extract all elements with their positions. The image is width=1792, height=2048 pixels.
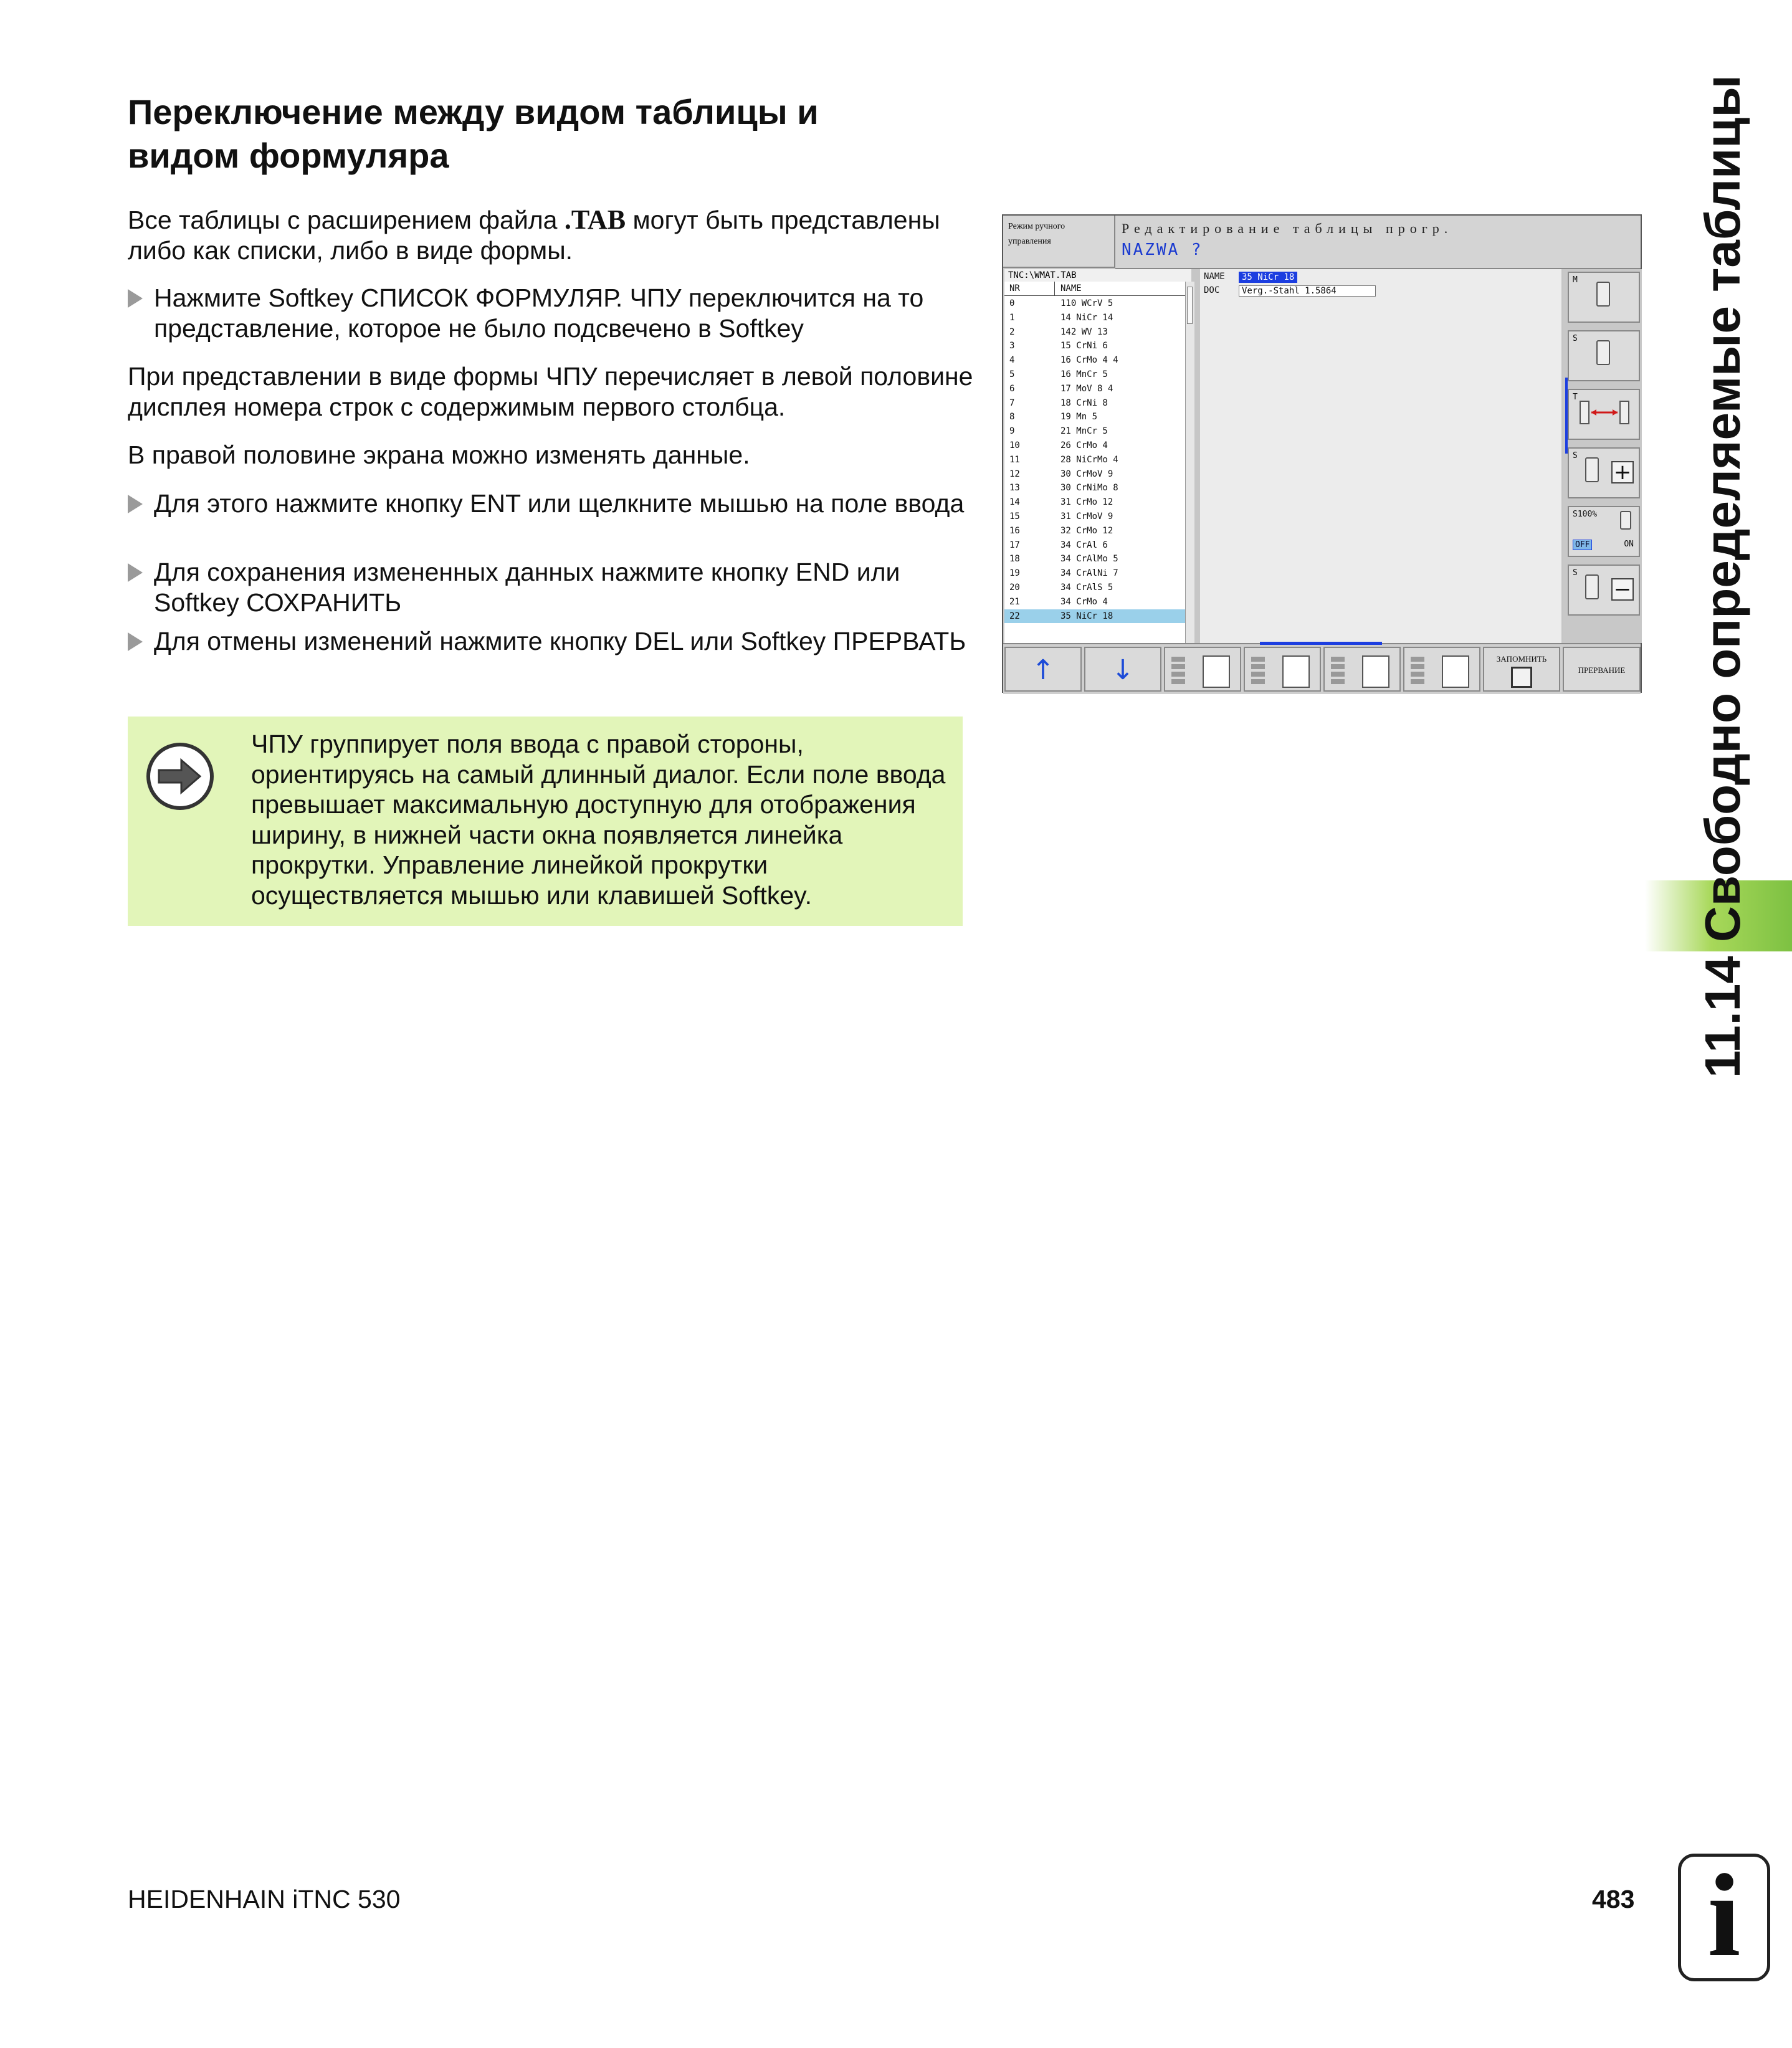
softkey-end[interactable] [1244,647,1321,692]
softkey-letter: M [1573,275,1578,285]
row-number: 5 [1009,369,1015,379]
row-number: 20 [1009,583,1020,593]
table-row[interactable] [1004,325,1185,340]
vertical-softkeys [1563,269,1642,643]
footer-product: HEIDENHAIN iTNC 530 [128,1885,401,1913]
bullet-text: Для этого нажмите кнопку ENT или щелкните мышью на поле ввода [154,489,965,518]
softkey-spindle-plus[interactable] [1568,447,1640,498]
tool-icon [1620,511,1631,530]
row-number: 2 [1009,326,1015,337]
table-row[interactable] [1004,581,1185,595]
arrow-right-icon [146,743,214,810]
page-down-icon [1442,655,1469,688]
row-number: 18 [1009,554,1020,564]
table-row[interactable] [1004,311,1185,325]
row-name: 21 MnCr 5 [1060,426,1108,437]
row-number: 10 [1009,441,1020,450]
softkey-spindle-override[interactable] [1568,506,1640,557]
row-name: 18 CrNi 8 [1060,398,1108,408]
table-row[interactable] [1004,538,1185,553]
active-marker [1565,378,1568,454]
info-icon [1678,1850,1770,1981]
title-line-2: видом формуляра [128,136,449,175]
softkey-letter: S [1573,451,1578,460]
title-line-1: Переключение между видом таблицы и [128,92,819,131]
row-number: 22 [1009,611,1020,621]
softkey-begin[interactable] [1164,647,1241,692]
bullet-ent-key [128,488,988,519]
table-row[interactable] [1004,495,1185,510]
row-name: 17 MoV 8 4 [1060,383,1113,394]
column-separator [1054,282,1055,295]
table-row[interactable] [1004,339,1185,353]
header-prompt: NAZWA ? [1122,241,1203,259]
row-name: 35 NiCr 18 [1060,611,1113,621]
mode-line-1: Режим ручного [1008,222,1065,231]
softkey-spindle-minus[interactable] [1568,564,1640,616]
row-name: 16 MnCr 5 [1060,369,1108,379]
arrow-down-icon: ↓ [1111,654,1135,686]
section-title [128,90,938,178]
list-scrollbar[interactable] [1185,282,1194,643]
bullet-text: Для сохранения измененных данных нажмите кнопку END или Softkey СОХРАНИТЬ [154,558,900,617]
bullet-del-key [128,626,988,657]
form-view [1200,269,1561,643]
column-header-name: NAME [1060,283,1082,293]
file-extension: .TAB [564,204,626,235]
row-number: 8 [1009,412,1015,422]
operating-mode [1003,216,1115,268]
row-number: 1 [1009,312,1015,323]
row-name: 34 CrAlMo 5 [1060,554,1118,564]
table-row[interactable] [1004,510,1185,524]
tool-icon [1585,457,1599,482]
intro-text-end: могут быть представлены либо как списки, либо в виде формы. [128,206,940,265]
page-number: 483 [1592,1885,1635,1913]
on-state: ON [1624,540,1634,549]
table-icon [1411,657,1424,685]
cancel-label: ПРЕРВАНИЕ [1578,665,1626,675]
softkey-save[interactable] [1483,647,1560,692]
row-number: 16 [1009,525,1020,536]
bullet-triangle-icon [128,495,143,513]
page-left-icon [1203,655,1230,688]
row-number: 11 [1009,454,1020,465]
row-name: 32 CrMo 12 [1060,525,1113,536]
row-name: 19 Mn 5 [1060,412,1098,422]
row-name: 34 CrAl 6 [1060,540,1108,550]
row-name: 34 CrAlNi 7 [1060,568,1118,579]
softkey-letter: S [1573,568,1578,578]
table-icon [1331,657,1345,685]
intro-text: Все таблицы с расширением файла [128,206,565,234]
scrollbar-thumb[interactable] [1187,287,1193,324]
softkey-page-up[interactable] [1004,647,1082,692]
row-number: 15 [1009,512,1020,522]
softkey-list-up[interactable] [1323,647,1401,692]
row-number: 7 [1009,398,1015,408]
row-number: 4 [1009,355,1015,366]
table-row[interactable] [1004,382,1185,396]
softkey-page-down[interactable] [1084,647,1161,692]
row-number: 17 [1009,540,1020,550]
page-up-icon [1362,655,1389,688]
row-name: 34 CrMo 4 [1060,596,1108,607]
softkey-letter: T [1573,393,1578,402]
table-row[interactable] [1004,396,1185,411]
row-number: 0 [1009,298,1015,308]
tool-icon [1596,340,1610,365]
table-row[interactable] [1004,453,1185,467]
table-row[interactable] [1004,595,1185,609]
row-name: 28 NiCrMo 4 [1060,454,1118,465]
row-name: 16 CrMo 4 4 [1060,355,1118,366]
row-name: 142 WV 13 [1060,326,1108,337]
table-row[interactable] [1004,566,1185,581]
table-row[interactable] [1004,439,1185,453]
header-title: Редактирование таблицы прогр. [1122,221,1453,236]
bullet-text: Для отмены изменений нажмите кнопку DEL или Softkey ПРЕРВАТЬ [154,627,966,655]
bullet-triangle-icon [128,563,143,582]
row-number: 12 [1009,469,1020,479]
row-name: 31 CrMoV 9 [1060,512,1113,522]
table-row[interactable] [1004,467,1185,482]
row-name: 15 CrNi 6 [1060,341,1108,351]
table-row[interactable] [1004,410,1185,424]
row-number: 21 [1009,596,1020,607]
softkey-tool[interactable] [1568,389,1640,440]
right-half-paragraph: В правой половине экрана можно изменять данные. [128,441,750,469]
name-label: NAME [1204,272,1225,282]
note-box [128,717,963,926]
table-row[interactable] [1004,353,1185,368]
row-number: 9 [1009,426,1015,437]
bullet-softkey-list-form [128,283,988,344]
spindle-icon [1596,282,1610,307]
row-number: 14 [1009,497,1020,508]
tool-icon [1585,574,1599,599]
name-input[interactable]: 35 NiCr 18 [1239,272,1297,283]
info-glyph: i [1707,1850,1741,1981]
row-name: 14 NiCr 14 [1060,312,1113,323]
row-name: 31 CrMo 12 [1060,497,1113,508]
row-number: 19 [1009,568,1020,579]
intro-paragraph [128,204,988,266]
bullet-end-key [128,557,988,618]
table-row[interactable] [1004,481,1185,495]
chapter-title-text: 11.14 Свободно определяемые таблицы [1695,75,1750,1078]
floppy-disk-icon [1511,667,1532,688]
file-path: TNC:\WMAT.TAB [1004,269,1191,282]
table-row[interactable] [1004,552,1185,566]
table-icon [1171,657,1185,685]
save-label: ЗАПОМНИТЬ [1496,654,1547,664]
arrow-up-icon: ↑ [1031,654,1055,686]
list-header [1004,282,1185,296]
table-row[interactable] [1004,368,1185,382]
table-row[interactable] [1004,609,1185,624]
table-row[interactable] [1004,297,1185,311]
note-text: ЧПУ группирует поля ввода с правой стороны, ориентируясь на самый длинный диалог. Если поле ввода превышает максимальную доступную для отображения ширину, в нижней части окна появляется линейка прокрутки. Управление линейкой прокрутки осуществляется мышью или клавишей Softkey. [251,730,946,910]
table-row[interactable] [1004,524,1185,538]
softkey-list-down[interactable] [1403,647,1480,692]
row-name: 30 CrNiMo 8 [1060,483,1118,493]
softkey-m-function[interactable] [1568,272,1640,323]
row-name: 26 CrMo 4 [1060,441,1108,450]
softkey-letter: S [1573,334,1578,343]
mode-line-2: управления [1008,237,1051,246]
override-label: S100% [1573,510,1598,519]
table-icon [1251,657,1265,685]
page-right-icon [1282,655,1310,688]
doc-input[interactable]: Verg.-Stahl 1.5864 [1239,285,1376,297]
table-row[interactable] [1004,424,1185,439]
bullet-triangle-icon [128,632,143,651]
minus-icon: − [1611,578,1634,601]
row-number: 3 [1009,341,1015,351]
tool-change-icon [1575,398,1635,435]
bullet-triangle-icon [128,289,143,308]
row-name: 110 WCrV 5 [1060,298,1113,308]
column-header-nr: NR [1009,283,1020,293]
chapter-side-title [1689,75,1757,1078]
cnc-screenshot [1002,214,1642,693]
screen-header [1115,216,1641,269]
plus-icon: + [1611,461,1634,483]
row-name: 34 CrAlS 5 [1060,583,1113,593]
softkey-spindle[interactable] [1568,330,1640,381]
row-number: 13 [1009,483,1020,493]
row-number: 6 [1009,383,1015,394]
doc-label: DOC [1204,285,1220,295]
softkey-cancel[interactable] [1563,647,1641,692]
horizontal-softkeys [1003,643,1641,694]
row-name: 30 CrMoV 9 [1060,469,1113,479]
row-list[interactable] [1004,282,1185,643]
off-state: OFF [1573,540,1592,550]
softkey-level-bar [1260,642,1382,645]
bullet-text: Нажмите Softkey СПИСОК ФОРМУЛЯР. ЧПУ переключится на то представление, которое не было подсвечено в Softkey [154,283,924,343]
form-view-paragraph: При представлении в виде формы ЧПУ перечисляет в левой половине дисплея номера строк с содержимым первого столбца. [128,362,973,421]
